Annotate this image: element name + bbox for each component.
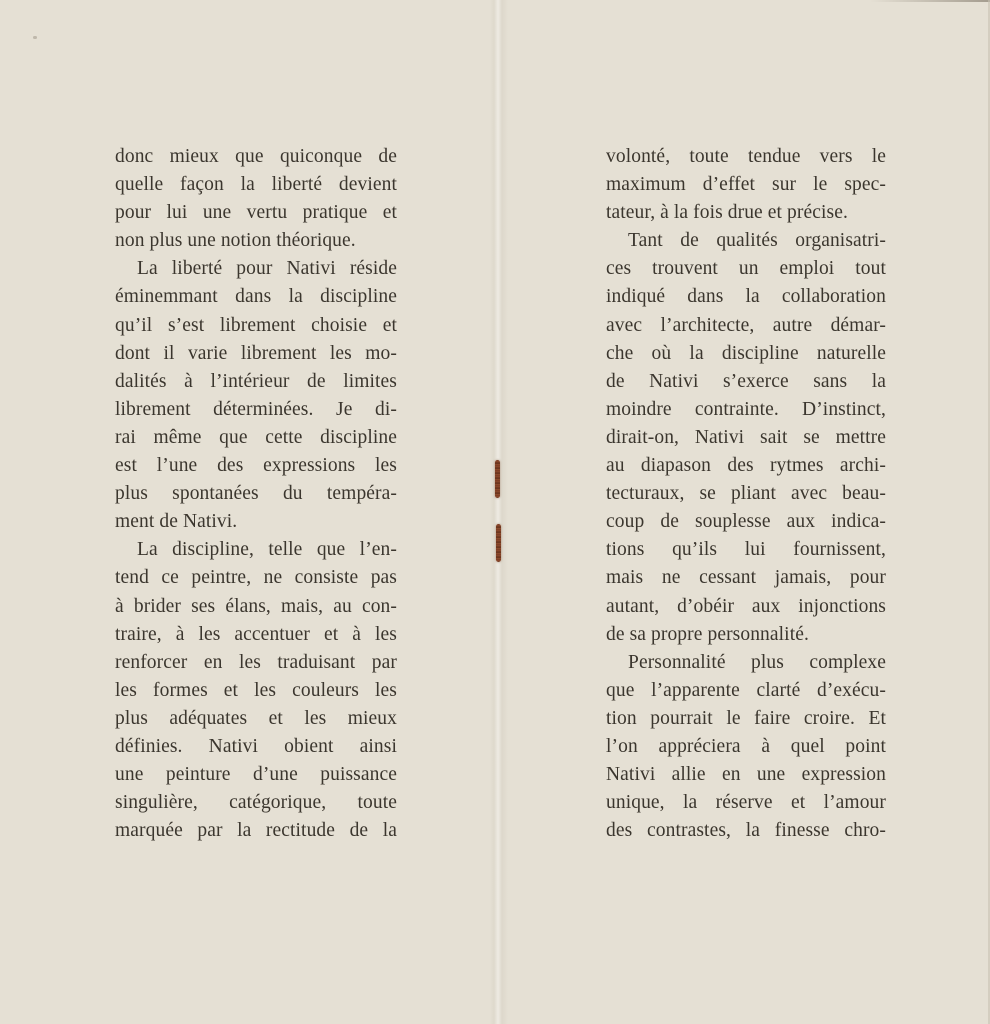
text-line: autant, d’obéir aux injonctions — [606, 595, 886, 617]
text-line: avec l’architecte, autre démar- — [606, 314, 886, 336]
left-page-text — [115, 143, 397, 845]
text-line: ces trouvent un emploi tout — [606, 258, 886, 280]
text-line: ment de Nativi. — [115, 511, 238, 533]
text-line: tion pourrait le faire croire. Et — [606, 707, 886, 729]
text-line: à brider ses élans, mais, au con- — [115, 595, 397, 617]
text-line: est l’une des expressions les — [115, 455, 397, 477]
text-line: Tant de qualités organisatri- — [628, 230, 886, 252]
text-line: mais ne cessant jamais, pour — [606, 567, 886, 589]
text-line: dalités à l’intérieur de limites — [115, 370, 397, 392]
text-line: tions qu’ils lui fournissent, — [606, 539, 886, 561]
text-line: unique, la réserve et l’amour — [606, 792, 886, 814]
text-line: marquée par la rectitude de la — [115, 820, 397, 842]
text-line: singulière, catégorique, toute — [115, 792, 397, 814]
paper-top-edge — [870, 0, 990, 2]
binding-stitch-lower — [496, 524, 501, 562]
right-page-text — [606, 143, 886, 845]
text-line: dirait-on, Nativi sait se mettre — [606, 426, 886, 448]
text-line: plus spontanées du tempéra- — [115, 483, 397, 505]
text-line: éminemmant dans la discipline — [115, 286, 397, 308]
text-line: La discipline, telle que l’en- — [137, 539, 397, 561]
text-line: maximum d’effet sur le spec- — [606, 174, 886, 196]
text-line: volonté, toute tendue vers le — [606, 146, 886, 167]
text-line: pour lui une vertu pratique et — [115, 202, 397, 224]
text-line: non plus une notion théorique. — [115, 230, 356, 252]
text-line: de sa propre personnalité. — [606, 623, 809, 645]
text-line: coup de souplesse aux indica- — [606, 511, 886, 533]
text-line: quelle façon la liberté devient — [115, 174, 397, 196]
text-line: indiqué dans la collaboration — [606, 286, 886, 308]
text-line: l’on appréciera à quel point — [606, 735, 886, 757]
binding-stitch-upper — [495, 460, 500, 498]
text-line: che où la discipline naturelle — [606, 342, 886, 364]
text-line: donc mieux que quiconque de — [115, 146, 397, 167]
text-line: de Nativi s’exerce sans la — [606, 370, 886, 392]
text-line: Nativi allie en une expression — [606, 764, 886, 786]
text-line: des contrastes, la finesse chro- — [606, 820, 886, 842]
text-line: au diapason des rytmes archi- — [606, 455, 886, 477]
text-line: traire, à les accentuer et à les — [115, 623, 397, 645]
text-line: les formes et les couleurs les — [115, 679, 397, 701]
text-line: que l’apparente clarté d’exécu- — [606, 679, 886, 701]
text-line: librement déterminées. Je di- — [115, 398, 397, 420]
text-line: renforcer en les traduisant par — [115, 651, 397, 673]
text-line: tateur, à la fois drue et précise. — [606, 202, 848, 224]
text-line: définies. Nativi obient ainsi — [115, 735, 397, 757]
text-line: moindre contrainte. D’instinct, — [606, 398, 886, 420]
text-line: Personnalité plus complexe — [628, 651, 886, 673]
text-line: La liberté pour Nativi réside — [137, 258, 397, 280]
text-line: une peinture d’une puissance — [115, 764, 397, 786]
paper-speck — [33, 36, 37, 39]
text-line: rai même que cette discipline — [115, 426, 397, 448]
text-line: plus adéquates et les mieux — [115, 707, 397, 729]
text-line: dont il varie librement les mo- — [115, 342, 397, 364]
text-line: tecturaux, se pliant avec beau- — [606, 483, 886, 505]
text-line: tend ce peintre, ne consiste pas — [115, 567, 397, 589]
text-line: qu’il s’est librement choisie et — [115, 314, 397, 336]
